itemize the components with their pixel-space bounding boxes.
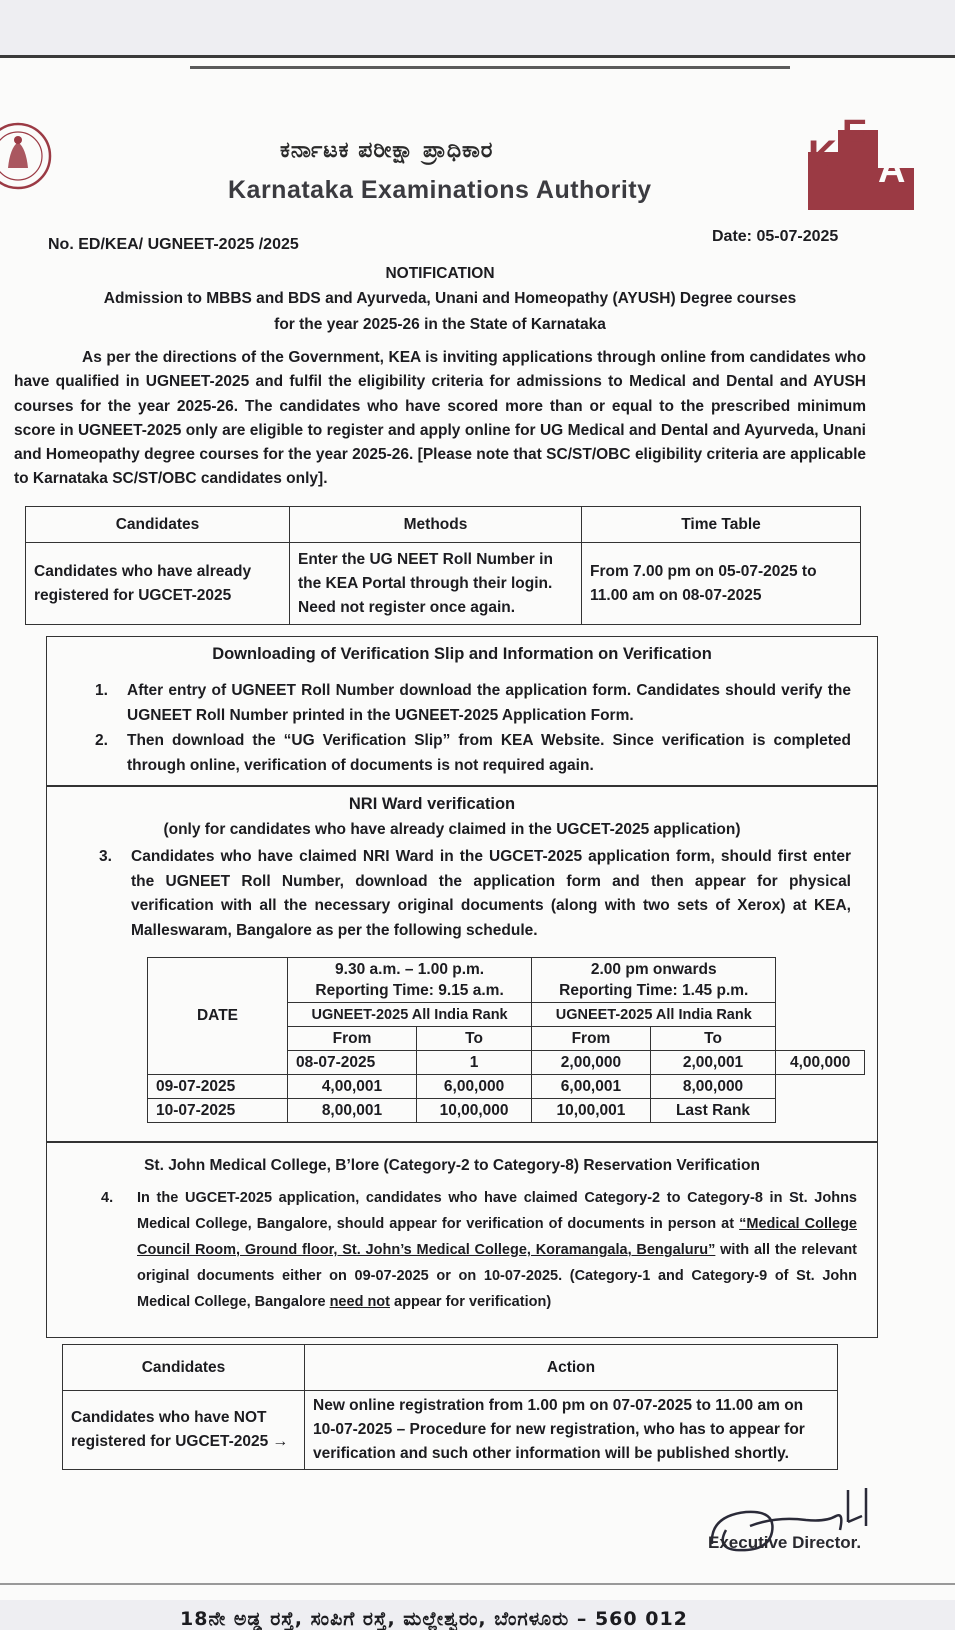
reference-date: Date: 05-07-2025 [712,228,839,245]
item-number: 1. [95,682,108,699]
subject-line-1: Admission to MBBS and BDS and Ayurveda, Unani and Homeopathy (AYUSH) Degree courses [103,290,797,307]
session-1-header [288,958,532,1003]
schedule-cell: 8,00,000 [650,1075,776,1099]
list-item [101,1185,858,1315]
schedule-cell: 10,00,001 [532,1099,651,1123]
list-item [95,679,851,728]
table-header: Methods [290,507,582,543]
item-text-a: In the UGCET-2025 application, candidates who have claimed Category-2 to Category-8 in St. Johns Medical College, Bangalore, should appear for verification of documents in person at [137,1190,857,1232]
notification-body: As per the directions of the Government, KEA is inviting applications through online from candidates who have qualified in UGNEET-2025 and fulfil the eligibility criteria for admissions to Medical and Dental and AYUSH courses for the year 2025-26. The candidates who have scored more than or equal to the prescribed minimum score in UGNEET-2025 only are eligible to register and apply online for UG Medical and Dental and Ayurveda, Unani and Homeopathy degree courses for the year 2025-26. [Please note that SC/ST/OBC eligibility criteria are applicable to Karnataka SC/ST/OBC candidates only]. [14,349,866,488]
table-cell: New online registration from 1.00 pm on 07-07-2025 to 11.00 am on 10-07-2025 – Procedure for new registration, who has to appear for verification and such other information will be published shortly. [305,1391,838,1470]
list-item [95,729,851,778]
table-header: Candidates [26,507,290,543]
arrow-right-icon: → [272,1433,289,1450]
from-label: From [532,1027,651,1051]
schedule-date: 09-07-2025 [148,1075,288,1099]
subject-line-2: for the year 2025-26 in the State of Karnataka [274,316,606,333]
table-cell: Enter the UG NEET Roll Number in the KEA Portal through their login. Need not register once again. [290,543,582,625]
schedule-cell: Last Rank [650,1099,776,1123]
session-1-time: 9.30 a.m. – 1.00 p.m. [335,961,485,978]
item-text: After entry of UGNEET Roll Number download the application form. Candidates should verify the UGNEET Roll Number printed in the UGNEET-2025 Application Form. [127,682,851,724]
svg-text:E: E [842,113,868,155]
notification-heading: NOTIFICATION [385,265,495,282]
from-label: From [288,1027,417,1051]
schedule-date: 08-07-2025 [288,1051,417,1075]
date-header: DATE [148,958,288,1075]
session-2-reporting: Reporting Time: 1.45 p.m. [559,982,749,999]
registration-table [25,506,861,625]
emphasis-text: need not [329,1294,390,1310]
list-item [99,845,851,943]
st-john-title: St. John Medical College, B’lore (Category-2 to Category-8) Reservation Verification [144,1157,760,1174]
item-number: 4. [101,1190,114,1206]
session-1-reporting: Reporting Time: 9.15 a.m. [315,982,504,999]
signatory-title: Executive Director. [708,1533,862,1552]
item-number: 3. [99,848,112,865]
document-page [0,55,955,1630]
section-divider [47,1141,877,1143]
section-divider [47,785,877,787]
schedule-cell: 2,00,001 [650,1051,776,1075]
schedule-cell: 6,00,001 [532,1075,651,1099]
table-cell: From 7.00 pm on 05-07-2025 to 11.00 am on 08-07-2025 [582,543,861,625]
signature [706,1486,881,1566]
schedule-cell: 6,00,000 [416,1075,531,1099]
table-cell: Candidates who have already registered for UGCET-2025 [26,543,290,625]
schedule-date: 10-07-2025 [148,1099,288,1123]
footer-rule [0,1583,955,1585]
item-text: Candidates who have claimed NRI Ward in the UGCET-2025 application form, should first enter the UGNEET Roll Number, download the application form and then appear for physical verification with all the necessary original documents (along with two sets of Xerox) at KEA, Malleswaram, Bangalore as per the following schedule. [131,848,851,939]
table-cell [63,1391,305,1470]
verification-box [46,636,878,1338]
verification-title: Downloading of Verification Slip and Information on Verification [212,645,712,663]
session-2-time: 2.00 pm onwards [590,961,717,978]
nri-subtitle: (only for candidates who have already claimed in the UGCET-2025 application) [163,821,741,838]
venue-text: “Medical College Council Room, Ground floor, St. John’s Medical College, Koramangala, Bengaluru” [137,1216,857,1258]
top-rule [190,66,790,69]
nri-schedule-table [147,957,865,1123]
svg-text:K: K [808,133,837,177]
nri-title: NRI Ward verification [348,795,516,813]
reference-number: No. ED/KEA/ UGNEET-2025 /2025 [48,236,299,253]
item-number: 2. [95,732,108,749]
schedule-cell: 2,00,000 [532,1051,651,1075]
header-title-kannada: ಕರ್ನಾಟಕ ಪರೀಕ್ಷಾ ಪ್ರಾಧಿಕಾರ [280,138,494,163]
rank-label: UGNEET-2025 All India Rank [288,1003,532,1027]
item-text: Then download the “UG Verification Slip” from KEA Website. Since verification is completed through online, verification of documents is not required again. [127,732,851,774]
to-label: To [650,1027,776,1051]
rank-label: UGNEET-2025 All India Rank [532,1003,776,1027]
item-text-b: with all the relevant original documents either on 09-07-2025 or on 10-07-2025. (Category-1 and Category-9 of St. John Medical College, Bangalore [137,1242,858,1310]
state-emblem-icon [0,116,54,196]
header-title-english: Karnataka Examinations Authority [228,176,652,204]
table-cell-text: Candidates who have NOT registered for UGCET-2025 [71,1409,269,1450]
item-text-c: appear for verification) [390,1294,552,1310]
schedule-cell: 8,00,001 [288,1099,417,1123]
schedule-cell: 1 [416,1051,531,1075]
table-header: Action [305,1345,838,1391]
table-header: Time Table [582,507,861,543]
new-registration-table [62,1344,838,1470]
kea-logo [808,113,920,211]
footer-address: 18ನೇ ಅಡ್ಡ ರಸ್ತೆ, ಸಂಪಿಗೆ ರಸ್ತೆ, ಮಲ್ಲೇಶ್ವರಂ, ಬೆಂಗಳೂರು – 560 012 [180,1608,688,1630]
table-header: Candidates [63,1345,305,1391]
to-label: To [416,1027,531,1051]
svg-text:A: A [878,149,906,191]
schedule-cell: 10,00,000 [416,1099,531,1123]
session-2-header [532,958,776,1003]
schedule-cell: 4,00,001 [288,1075,417,1099]
schedule-cell: 4,00,000 [776,1051,865,1075]
